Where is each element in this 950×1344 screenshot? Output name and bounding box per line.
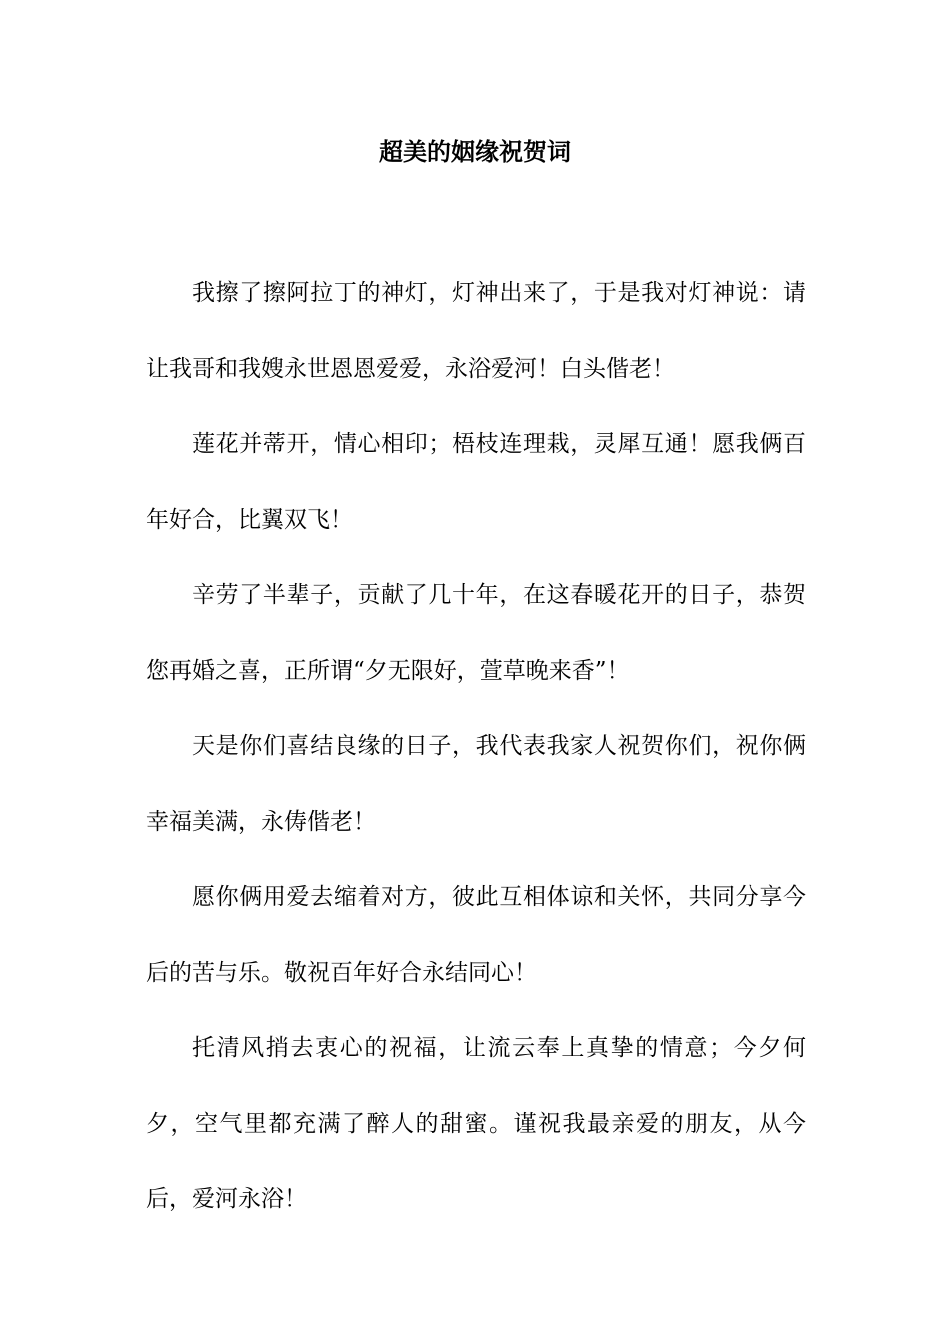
paragraph-1: 我擦了擦阿拉丁的神灯，灯神出来了，于是我对灯神说：请让我哥和我嫂永世恩恩爱爱，永浴爱河！白头偕老！ (146, 280, 806, 382)
paragraph-2: 莲花并蒂开，情心相印；梧枝连理栽，灵犀互通！愿我俩百年好合，比翼双飞！ (146, 431, 806, 533)
document-title: 超美的姻缘祝贺词 (379, 137, 571, 166)
paragraph-5: 愿你俩用爱去缩着对方，彼此互相体谅和关怀，共同分享今后的苦与乐。敬祝百年好合永结同心！ (146, 884, 806, 986)
paragraph-4: 天是你们喜结良缘的日子，我代表我家人祝贺你们，祝你俩幸福美满，永俦偕老！ (146, 733, 806, 835)
paragraph-3: 辛劳了半辈子，贡献了几十年，在这春暖花开的日子，恭贺您再婚之喜，正所谓“夕无限好，萱草晚来香”！ (146, 582, 806, 684)
paragraph-6: 托清风捎去衷心的祝福，让流云奉上真挚的情意；今夕何夕，空气里都充满了醉人的甜蜜。谨祝我最亲爱的朋友，从今后，爱河永浴！ (146, 1035, 806, 1212)
document-body (146, 256, 806, 1238)
